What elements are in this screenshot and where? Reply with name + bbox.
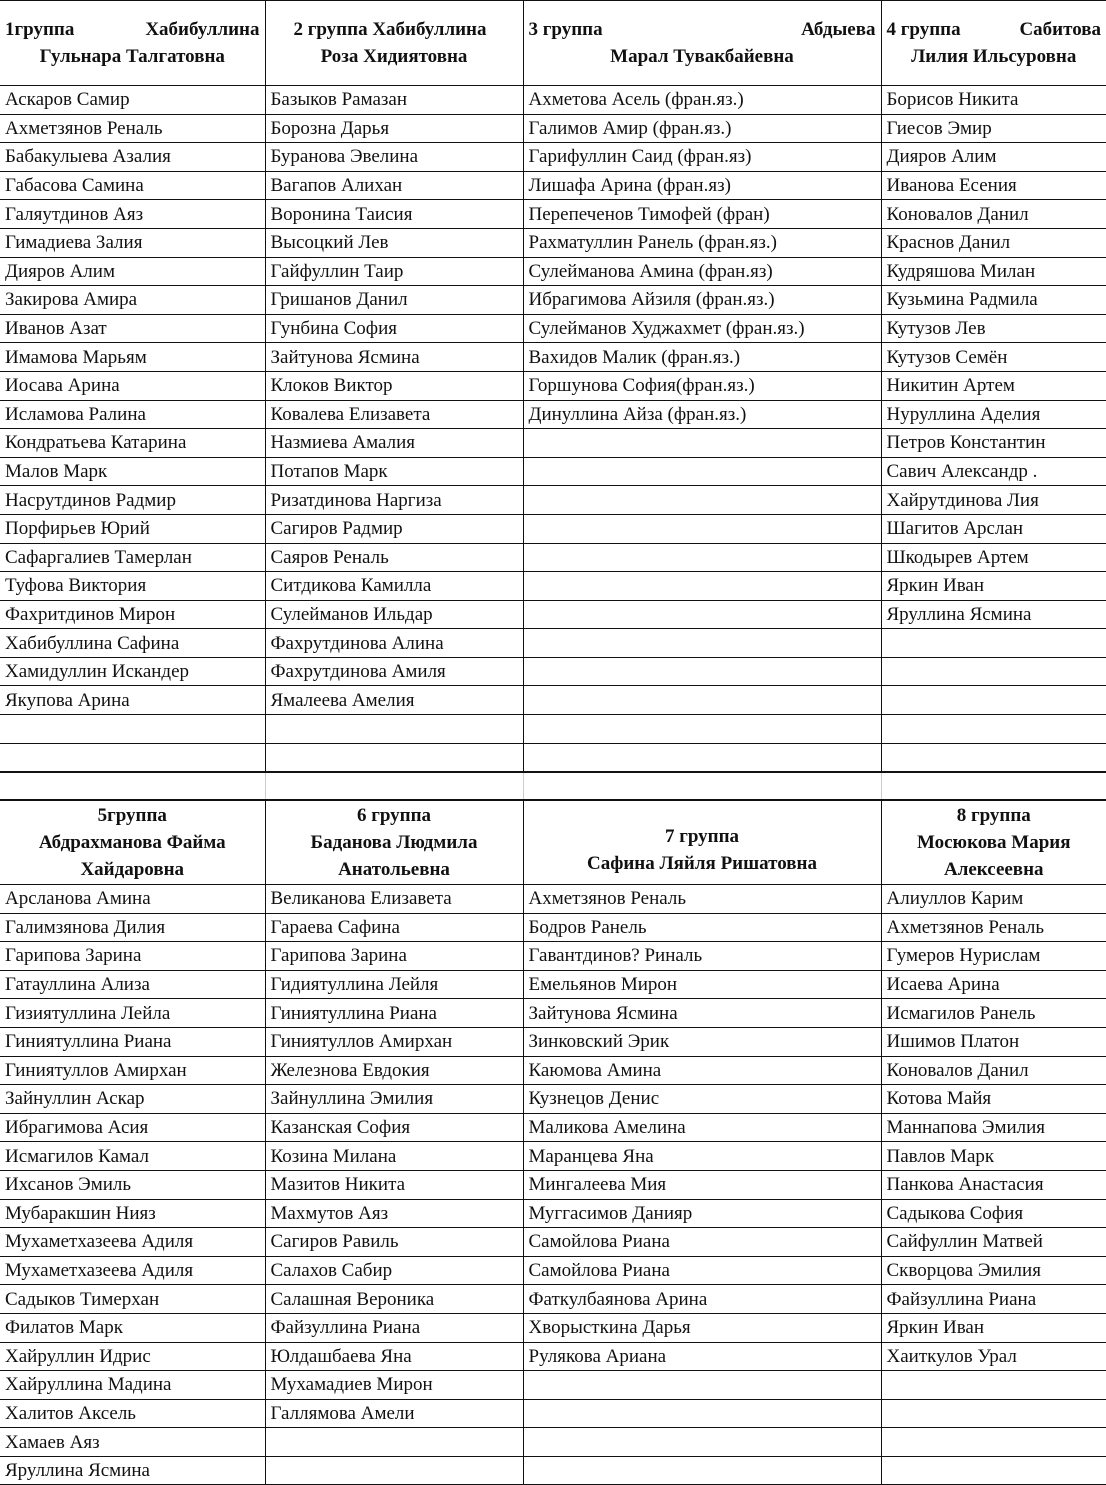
student-cell: Зайнуллин Аскар (0, 1085, 265, 1114)
student-cell: Сулейманов Ильдар (265, 600, 523, 629)
header-line2: Мосюкова Мария (916, 832, 1071, 853)
header-line1: 5группа (97, 805, 167, 826)
table-row (0, 257, 1106, 286)
group-header-7 (523, 801, 881, 885)
student-cell: Яркин Иван (881, 572, 1106, 601)
student-cell: Маннапова Эмилия (881, 1113, 1106, 1142)
student-cell: Сулейманова Амина (фран.яз) (523, 257, 881, 286)
student-cell: Бодров Ранель (523, 913, 881, 942)
header-line1: 6 группа (356, 805, 432, 826)
student-cell: Зайтунова Ясмина (523, 999, 881, 1028)
student-cell: Ковалева Елизавета (265, 400, 523, 429)
group-number: 3 группа (528, 19, 603, 40)
group-title (887, 16, 1102, 43)
table-row (0, 1170, 1106, 1199)
student-cell: Мухаметхазеева Адиля (0, 1228, 265, 1257)
student-cell: Фахритдинов Мирон (0, 600, 265, 629)
table-row (0, 942, 1106, 971)
table-gap-row (0, 772, 1106, 800)
student-cell: Туфова Виктория (0, 572, 265, 601)
student-cell: Гизиятуллина Лейла (0, 999, 265, 1028)
header-line1: 8 группа (956, 805, 1031, 826)
student-cell: Горшунова София(фран.яз.) (523, 371, 881, 400)
student-cell: Маранцева Яна (523, 1142, 881, 1171)
student-cell: Гиниятуллов Амирхан (265, 1027, 523, 1056)
table-row (0, 486, 1106, 515)
student-cell: Салахов Сабир (265, 1256, 523, 1285)
student-cell: Аскаров Самир (0, 86, 265, 115)
header-line3: Алексеевна (943, 859, 1044, 880)
student-cell: Филатов Марк (0, 1313, 265, 1342)
student-cell: Гатауллина Ализа (0, 970, 265, 999)
table-row (0, 371, 1106, 400)
student-cell: Фахрутдинова Алина (265, 629, 523, 658)
teacher-name: Лилия Ильсуровна (911, 46, 1077, 67)
student-cell: Гунбина София (265, 314, 523, 343)
student-cell: Галимзянова Дилия (0, 913, 265, 942)
student-cell: Махмутов Аяз (265, 1199, 523, 1228)
student-cell: Закирова Амира (0, 286, 265, 315)
teacher-name: Роза Хидиятовна (320, 46, 468, 67)
table-row (0, 572, 1106, 601)
student-cell: Самойлова Риана (523, 1256, 881, 1285)
student-cell: Петров Константин (881, 429, 1106, 458)
student-cell: Яруллина Ясмина (0, 1456, 265, 1485)
table-row (0, 543, 1106, 572)
table-row (0, 286, 1106, 315)
student-cell: Маликова Амелина (523, 1113, 881, 1142)
student-cell: Хайруллин Идрис (0, 1342, 265, 1371)
student-cell: Никитин Артем (881, 371, 1106, 400)
student-cell: Фахрутдинова Амиля (265, 657, 523, 686)
student-cell: Кузнецов Денис (523, 1085, 881, 1114)
student-cell: Хворысткина Дарья (523, 1313, 881, 1342)
student-cell: Гиниятуллов Амирхан (0, 1056, 265, 1085)
table-row (0, 913, 1106, 942)
header-line1: 7 группа (664, 825, 740, 847)
student-cell (523, 1456, 881, 1485)
student-cell: Рахматуллин Ранель (фран.яз.) (523, 228, 881, 257)
student-cell: Мухамадиев Мирон (265, 1371, 523, 1400)
student-cell: Гиесов Эмир (881, 114, 1106, 143)
student-cell: Иванова Есения (881, 171, 1106, 200)
student-cell: Галлямова Амели (265, 1399, 523, 1428)
student-cell: Мазитов Никита (265, 1170, 523, 1199)
student-cell: Гарипова Зарина (0, 942, 265, 971)
student-cell (0, 715, 265, 744)
table-row (0, 715, 1106, 744)
table-row (0, 885, 1106, 914)
group-title (529, 16, 876, 43)
student-cell: Сайфуллин Матвей (881, 1228, 1106, 1257)
table-row (0, 1142, 1106, 1171)
student-cell: Ситдикова Камилла (265, 572, 523, 601)
teacher-name: Марал Тувакбайевна (610, 46, 794, 67)
header-line2: Баданова Людмила (310, 832, 478, 853)
teacher-surname: Сабитова (1019, 19, 1101, 40)
table-row (0, 228, 1106, 257)
table-row (0, 400, 1106, 429)
student-cell: Кутузов Семён (881, 343, 1106, 372)
group-title (271, 16, 518, 43)
student-cell: Арсланова Амина (0, 885, 265, 914)
table-row (0, 1085, 1106, 1114)
group-header-4 (881, 1, 1106, 86)
student-cell: Зинковский Эрик (523, 1027, 881, 1056)
student-cell: Гиниятуллина Риана (265, 999, 523, 1028)
student-cell: Шкодырев Артем (881, 543, 1106, 572)
table-row (0, 1228, 1106, 1257)
student-cell: Ибрагимова Айзиля (фран.яз.) (523, 286, 881, 315)
student-cell: Исаева Арина (881, 970, 1106, 999)
student-cell: Исмагилов Ранель (881, 999, 1106, 1028)
header-row (0, 801, 1106, 885)
group-number: 4 группа (886, 19, 961, 40)
student-cell: Мингалеева Мия (523, 1170, 881, 1199)
student-cell: Буранова Эвелина (265, 143, 523, 172)
student-cell: Воронина Таисия (265, 200, 523, 229)
student-cell: Исмагилов Камал (0, 1142, 265, 1171)
student-cell: Кузьмина Радмила (881, 286, 1106, 315)
table-row (0, 1456, 1106, 1485)
student-cell: Коновалов Данил (881, 1056, 1106, 1085)
student-cell (523, 457, 881, 486)
student-cell: Ямалеева Амелия (265, 686, 523, 715)
student-cell (523, 514, 881, 543)
student-cell: Исламова Ралина (0, 400, 265, 429)
table-row (0, 1371, 1106, 1400)
group-header-5 (0, 801, 265, 885)
student-cell: Яруллина Ясмина (881, 600, 1106, 629)
student-cell: Насрутдинов Радмир (0, 486, 265, 515)
student-cell (265, 1428, 523, 1457)
student-cell: Лишафа Арина (фран.яз) (523, 171, 881, 200)
student-cell: Самойлова Риана (523, 1228, 881, 1257)
student-cell: Файзуллина Риана (881, 1285, 1106, 1314)
table-row (0, 1199, 1106, 1228)
student-cell: Алиуллов Карим (881, 885, 1106, 914)
student-cell: Яркин Иван (881, 1313, 1106, 1342)
student-cell: Динуллина Айза (фран.яз.) (523, 400, 881, 429)
student-cell (523, 429, 881, 458)
group-header-8 (881, 801, 1106, 885)
student-cell: Емельянов Мирон (523, 970, 881, 999)
student-cell: Иосава Арина (0, 371, 265, 400)
student-cell: Гараева Сафина (265, 913, 523, 942)
student-cell (523, 1428, 881, 1457)
table-row (0, 1285, 1106, 1314)
student-cell: Кондратьева Катарина (0, 429, 265, 458)
student-cell: Порфирьев Юрий (0, 514, 265, 543)
student-cell: Хамидуллин Искандер (0, 657, 265, 686)
student-cell (523, 715, 881, 744)
student-cell: Казанская София (265, 1113, 523, 1142)
student-cell: Гимадиева Залия (0, 228, 265, 257)
table-row (0, 514, 1106, 543)
student-cell: Гиниятуллина Риана (0, 1027, 265, 1056)
student-cell: Юлдашбаева Яна (265, 1342, 523, 1371)
table-row (0, 314, 1106, 343)
group-header-3 (523, 1, 881, 86)
table-row (0, 1056, 1106, 1085)
student-cell: Шагитов Арслан (881, 514, 1106, 543)
table-row (0, 1027, 1106, 1056)
student-cell: Вагапов Алихан (265, 171, 523, 200)
teacher-name: Гульнара Талгатовна (39, 46, 225, 67)
student-cell (881, 657, 1106, 686)
student-cell: Галяутдинов Аяз (0, 200, 265, 229)
student-cell: Хайрутдинова Лия (881, 486, 1106, 515)
student-cell (523, 543, 881, 572)
student-cell: Ахметзянов Реналь (0, 114, 265, 143)
student-cell: Высоцкий Лев (265, 228, 523, 257)
student-cell: Зайтунова Ясмина (265, 343, 523, 372)
student-cell: Потапов Марк (265, 457, 523, 486)
table-row (0, 600, 1106, 629)
student-cell: Гумеров Нурислам (881, 942, 1106, 971)
table-row (0, 1113, 1106, 1142)
student-cell: Сагиров Радмир (265, 514, 523, 543)
header-row (0, 1, 1106, 86)
group-title (5, 16, 260, 43)
student-cell: Гарифуллин Саид (фран.яз) (523, 143, 881, 172)
header-line2: Сафина Ляйля Ришатовна (586, 852, 817, 874)
student-cell: Габасова Самина (0, 171, 265, 200)
student-cell (265, 743, 523, 772)
student-cell: Бабакулыева Азалия (0, 143, 265, 172)
student-cell (523, 1399, 881, 1428)
student-cell: Саяров Реналь (265, 543, 523, 572)
student-cell (881, 1371, 1106, 1400)
student-cell: Хамаев Аяз (0, 1428, 265, 1457)
student-cell: Фаткулбаянова Арина (523, 1285, 881, 1314)
student-cell: Гайфуллин Таир (265, 257, 523, 286)
student-cell: Сулейманов Худжахмет (фран.яз.) (523, 314, 881, 343)
student-cell (881, 1456, 1106, 1485)
table-row (0, 200, 1106, 229)
student-cell: Кутузов Лев (881, 314, 1106, 343)
student-cell (881, 743, 1106, 772)
table-row (0, 1342, 1106, 1371)
student-cell (881, 686, 1106, 715)
student-cell: Хайруллина Мадина (0, 1371, 265, 1400)
student-cell: Садыков Тимерхан (0, 1285, 265, 1314)
table-row (0, 1428, 1106, 1457)
student-cell: Клоков Виктор (265, 371, 523, 400)
group-number: 2 группа Хабибуллина (293, 19, 487, 40)
student-cell: Великанова Елизавета (265, 885, 523, 914)
table-row (0, 114, 1106, 143)
table-row (0, 1313, 1106, 1342)
student-cell: Гришанов Данил (265, 286, 523, 315)
student-cell: Салашная Вероника (265, 1285, 523, 1314)
bottom-groups-table (0, 800, 1106, 1485)
table-row (0, 343, 1106, 372)
student-cell: Сагиров Равиль (265, 1228, 523, 1257)
student-cell (881, 1428, 1106, 1457)
table-row (0, 999, 1106, 1028)
table-row (0, 1256, 1106, 1285)
student-cell: Якупова Арина (0, 686, 265, 715)
table-row (0, 143, 1106, 172)
group-header-2 (265, 1, 523, 86)
student-cell: Хаиткулов Урал (881, 1342, 1106, 1371)
student-cell: Перепеченов Тимофей (фран) (523, 200, 881, 229)
student-cell: Ибрагимова Асия (0, 1113, 265, 1142)
student-cell (523, 486, 881, 515)
student-cell: Файзуллина Риана (265, 1313, 523, 1342)
student-cell: Сафаргалиев Тамерлан (0, 543, 265, 572)
student-cell: Дияров Алим (0, 257, 265, 286)
group-header-1 (0, 1, 265, 86)
student-cell: Хабибуллина Сафина (0, 629, 265, 658)
student-cell: Галимов Амир (фран.яз.) (523, 114, 881, 143)
table-row (0, 171, 1106, 200)
table-row (0, 970, 1106, 999)
student-cell: Борозна Дарья (265, 114, 523, 143)
student-cell: Базыков Рамазан (265, 86, 523, 115)
student-cell: Борисов Никита (881, 86, 1106, 115)
student-cell: Савич Александр . (881, 457, 1106, 486)
student-cell: Железнова Евдокия (265, 1056, 523, 1085)
student-cell: Зайнуллина Эмилия (265, 1085, 523, 1114)
student-cell: Ахметзянов Реналь (881, 913, 1106, 942)
header-line3: Хайдаровна (80, 859, 185, 880)
student-cell: Котова Майя (881, 1085, 1106, 1114)
student-cell: Имамова Марьям (0, 343, 265, 372)
student-cell (523, 600, 881, 629)
student-cell: Халитов Аксель (0, 1399, 265, 1428)
table-row (0, 86, 1106, 115)
student-cell (523, 686, 881, 715)
student-cell (523, 743, 881, 772)
student-cell (523, 657, 881, 686)
header-line3: Анатольевна (338, 859, 450, 880)
student-cell: Мубаракшин Нияз (0, 1199, 265, 1228)
student-cell: Павлов Марк (881, 1142, 1106, 1171)
table-row (0, 686, 1106, 715)
student-cell (523, 629, 881, 658)
student-cell: Дияров Алим (881, 143, 1106, 172)
student-cell: Гавантдинов? Риналь (523, 942, 881, 971)
student-cell (523, 1371, 881, 1400)
table-row (0, 429, 1106, 458)
student-cell: Рулякова Ариана (523, 1342, 881, 1371)
group-header-6 (265, 801, 523, 885)
student-cell: Муггасимов Данияр (523, 1199, 881, 1228)
teacher-surname: Абдыева (801, 19, 876, 40)
table-row (0, 743, 1106, 772)
student-cell: Гидиятуллина Лейля (265, 970, 523, 999)
student-cell (265, 1456, 523, 1485)
table-row (0, 1399, 1106, 1428)
header-line2: Абдрахманова Файма (38, 832, 226, 853)
student-cell (523, 572, 881, 601)
student-cell: Гарипова Зарина (265, 942, 523, 971)
student-cell: Кудряшова Милан (881, 257, 1106, 286)
student-cell: Краснов Данил (881, 228, 1106, 257)
student-cell: Панкова Анастасия (881, 1170, 1106, 1199)
student-cell: Ахметова Асель (фран.яз.) (523, 86, 881, 115)
student-cell (0, 743, 265, 772)
student-cell: Иванов Азат (0, 314, 265, 343)
student-cell: Каюмова Амина (523, 1056, 881, 1085)
student-cell: Назмиева Амалия (265, 429, 523, 458)
student-cell: Ихсанов Эмиль (0, 1170, 265, 1199)
student-cell (881, 715, 1106, 744)
student-cell: Ахметзянов Реналь (523, 885, 881, 914)
student-cell (881, 1399, 1106, 1428)
table-row (0, 629, 1106, 658)
student-cell: Козина Милана (265, 1142, 523, 1171)
student-cell: Малов Марк (0, 457, 265, 486)
student-cell: Скворцова Эмилия (881, 1256, 1106, 1285)
student-cell (265, 715, 523, 744)
student-cell (881, 629, 1106, 658)
student-cell: Вахидов Малик (фран.яз.) (523, 343, 881, 372)
student-cell: Садыкова София (881, 1199, 1106, 1228)
student-cell: Нуруллина Аделия (881, 400, 1106, 429)
student-cell: Ризатдинова Наргиза (265, 486, 523, 515)
student-cell: Коновалов Данил (881, 200, 1106, 229)
group-number: 1группа (5, 19, 75, 40)
teacher-surname: Хабибуллина (145, 19, 260, 40)
student-cell: Мухаметхазеева Адиля (0, 1256, 265, 1285)
table-row (0, 657, 1106, 686)
table-row (0, 457, 1106, 486)
student-cell: Ишимов Платон (881, 1027, 1106, 1056)
